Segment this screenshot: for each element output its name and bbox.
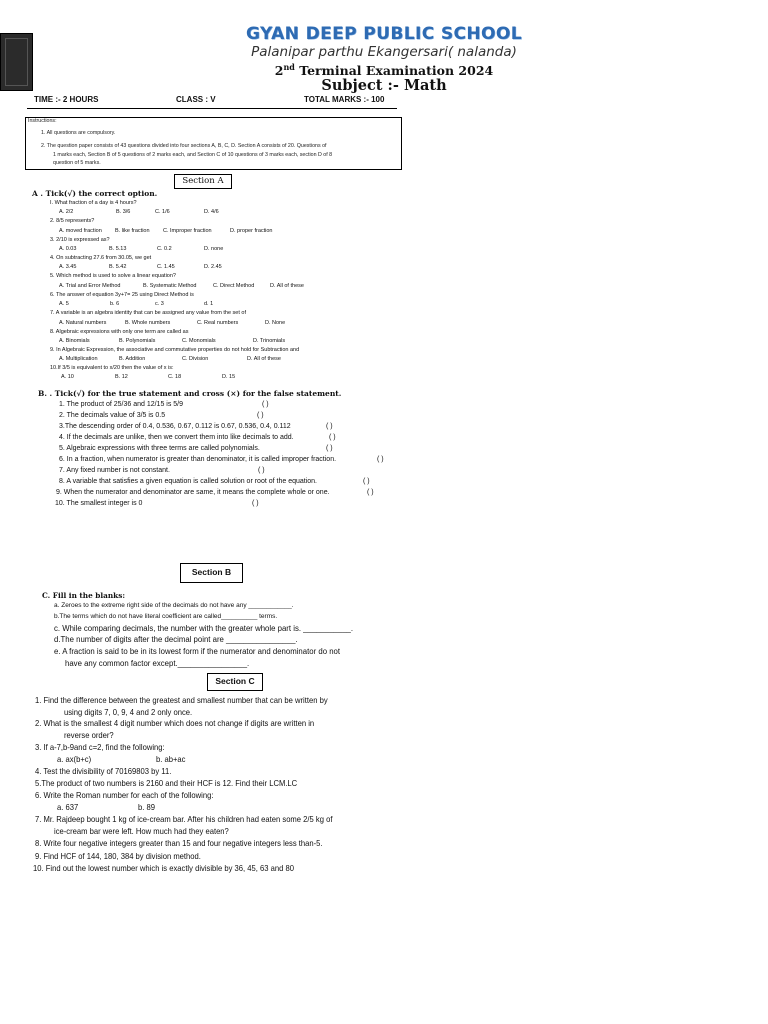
- header-divider: [27, 108, 397, 109]
- fill-blank-item: e. A fraction is said to be in its lowest form if the numerator and denominator do not: [54, 647, 341, 656]
- mcq-option: A. Trial and Error Method: [59, 283, 121, 289]
- mcq-option: D. All of these: [247, 356, 281, 362]
- tf-answer-box: ( ): [326, 445, 333, 452]
- section-c-question: reverse order?: [64, 730, 114, 740]
- instruction-item: 1 marks each, Section B of 5 questions of 2 marks each, and Section C of 10 questions of 3 marks each, section D of 8: [53, 152, 333, 158]
- mcq-option: A. Binomials: [59, 338, 90, 344]
- section-c-question: using digits 7, 0, 9, 4 and 2 only once.: [64, 707, 193, 717]
- mcq-option: A. moved fraction: [59, 228, 102, 234]
- tf-answer-box: ( ): [252, 500, 259, 507]
- section-c-question: 10. Find out the lowest number which is exactly divisible by 36, 45, 63 and 80: [33, 863, 294, 873]
- section-a-label: Section A: [174, 174, 232, 189]
- section-c-question: 1. Find the difference between the greatest and smallest number that can be written by: [35, 695, 328, 705]
- section-c-subpart: a. ax(b+c): [57, 754, 92, 764]
- mcq-option: C. 1/6: [155, 209, 170, 215]
- fill-blank-item: a. Zeroes to the extreme right side of the decimals do not have any ____________.: [54, 602, 294, 609]
- mcq-option: D. None: [265, 320, 286, 326]
- fill-blank-item: d.The number of digits after the decimal point are ________________.: [54, 635, 298, 644]
- section-c-subpart: b. 89: [138, 802, 155, 812]
- mcq-option: D. All of these: [270, 283, 304, 289]
- total-marks: TOTAL MARKS :- 100: [304, 95, 385, 104]
- mcq-question: 6. The answer of equation 3y+7= 25 using Direct Method is: [50, 292, 194, 298]
- section-c-label: Section C: [207, 673, 263, 691]
- mcq-option: C. Real numbers: [197, 320, 239, 326]
- mcq-option: A. 5: [59, 301, 69, 307]
- mcq-option: B. Polynomials: [119, 338, 156, 344]
- fill-blank-item: c. While comparing decimals, the number with the greater whole part is. ___________.: [54, 624, 354, 633]
- tf-statement: 10. The smallest integer is 0: [55, 500, 143, 507]
- tf-statement: 5. Algebraic expressions with three terms are called polynomials.: [59, 445, 260, 452]
- mcq-option: C. Direct Method: [213, 283, 255, 289]
- tf-statement: 4. If the decimals are unlike, then we convert them into like decimals to add.: [59, 434, 294, 441]
- mcq-option: C. Improper fraction: [163, 228, 212, 234]
- part-a-heading: A . Tick(√) the correct option.: [32, 189, 158, 198]
- tf-answer-box: ( ): [326, 423, 333, 430]
- section-c-question: 4. Test the divisibility of 70169803 by 11.: [35, 766, 172, 776]
- section-c-question: ice-cream bar were left. How much had they eaten?: [54, 826, 229, 836]
- mcq-option: D. proper fraction: [230, 228, 273, 234]
- tf-answer-box: ( ): [377, 456, 384, 463]
- instruction-item: 2. The question paper consists of 43 questions divided into four sections A, B, C, D. Section A consists of 20. Questions of: [41, 143, 327, 149]
- tf-statement: 2. The decimals value of 3/5 is 0.5: [59, 412, 166, 419]
- mcq-option: A. 0.03: [59, 246, 77, 252]
- section-c-subpart: b. ab+ac: [156, 754, 186, 764]
- tf-answer-box: ( ): [367, 489, 374, 496]
- mcq-option: A. Natural numbers: [59, 320, 107, 326]
- school-name: GYAN DEEP PUBLIC SCHOOL: [246, 24, 522, 44]
- section-b-label: Section B: [180, 563, 243, 583]
- tf-answer-box: ( ): [257, 412, 264, 419]
- tf-statement: 7. Any fixed number is not constant.: [59, 467, 170, 474]
- tf-statement: 8. A variable that satisfies a given equation is called solution or root of the equation.: [59, 478, 317, 485]
- tf-answer-box: ( ): [258, 467, 265, 474]
- mcq-option: B. 3/6: [116, 209, 131, 215]
- mcq-question: 7. A variable is an algebra identity that can be assigned any value from the set of: [50, 310, 246, 316]
- mcq-option: A. 3.45: [59, 264, 77, 270]
- mcq-option: D. Trinomials: [253, 338, 286, 344]
- mcq-option: A. 2/2: [59, 209, 74, 215]
- section-c-question: 9. Find HCF of 144, 180, 384 by division method.: [35, 851, 201, 861]
- mcq-question: 2. 8/5 represents?: [50, 218, 95, 224]
- fill-blank-item: have any common factor except.________________.: [65, 659, 250, 668]
- fill-blanks-heading: C. Fill in the blanks:: [42, 591, 126, 600]
- mcq-option: B. Systematic Method: [143, 283, 197, 289]
- section-c-question: 3. If a-7,b-9and c=2, find the following:: [35, 742, 165, 752]
- subject-title: Subject :- Math: [321, 77, 447, 94]
- mcq-option: D. 15: [222, 374, 236, 380]
- mcq-option: D. none: [204, 246, 224, 252]
- mcq-question: I. What fraction of a day is 4 hours?: [50, 200, 137, 206]
- section-c-question: 2. What is the smallest 4 digit number which does not change if digits are written in: [35, 718, 315, 728]
- tf-answer-box: ( ): [262, 401, 269, 408]
- mcq-option: C. 18: [168, 374, 182, 380]
- part-b-heading: B. . Tick(√) for the true statement and cross (×) for the false statement.: [38, 389, 342, 398]
- section-c-question: 8. Write four negative integers greater than 15 and four negative integers less than-5.: [35, 838, 323, 848]
- mcq-option: C. 0.2: [157, 246, 172, 252]
- mcq-option: A. Multiplication: [59, 356, 98, 362]
- exam-class: CLASS : V: [176, 95, 216, 104]
- mcq-option: C. 1.45: [157, 264, 175, 270]
- mcq-question: 4. On subtracting 27.6 from 30.05, we get: [50, 255, 152, 261]
- mcq-option: D. 4/6: [204, 209, 219, 215]
- mcq-question: 5. Which method is used to solve a linear equation?: [50, 273, 176, 279]
- instructions-title: Instructions:: [28, 118, 57, 124]
- section-c-question: 5.The product of two numbers is 2160 and their HCF is 12. Find their LCM.LC: [35, 778, 298, 788]
- section-c-question: 7. Mr. Rajdeep bought 1 kg of ice-cream bar. After his children had eaten some 2/5 kg of: [35, 814, 333, 824]
- mcq-question: 8. Algebraic expressions with only one term are called as: [50, 329, 189, 335]
- mcq-option: d. 1: [204, 301, 214, 307]
- instruction-item: 1. All questions are compulsory.: [41, 130, 116, 136]
- mcq-option: D. 2.45: [204, 264, 222, 270]
- tf-answer-box: ( ): [329, 434, 336, 441]
- exam-title: 2nd Terminal Examination 2024: [274, 62, 494, 79]
- mcq-option: C. Division: [182, 356, 209, 362]
- mcq-option: B. Whole numbers: [125, 320, 171, 326]
- mcq-question: 9. In Algebraic Expression, the associative and commutative properties do not hold for Subtraction and: [50, 347, 300, 353]
- tf-statement: 6. In a fraction, when numerator is greater than denominator, it is called improper fraction.: [59, 456, 337, 463]
- school-address: Palanipar parthu Ekangersari( nalanda): [251, 44, 517, 60]
- mcq-question: 10.If 3/5 is equivalent to x/20 then the value of x is:: [50, 365, 174, 371]
- mcq-option: B. 12: [115, 374, 128, 380]
- mcq-option: B. Addition: [119, 356, 146, 362]
- tf-statement: 3.The descending order of 0.4, 0.536, 0.67, 0.112 is 0.67, 0.536, 0.4, 0.112: [59, 423, 291, 430]
- mcq-option: A. 10: [61, 374, 74, 380]
- mcq-question: 3. 2/10 is expressed as?: [50, 237, 110, 243]
- exam-time: TIME :- 2 HOURS: [34, 95, 99, 104]
- instruction-item: question of 5 marks.: [53, 160, 101, 166]
- mcq-option: c. 3: [155, 301, 164, 307]
- mcq-option: B. 5.42: [109, 264, 127, 270]
- tf-statement: 9. When the numerator and denominator are same, it means the complete whole or one.: [56, 489, 330, 496]
- mcq-option: B. like fraction: [115, 228, 150, 234]
- tf-statement: 1. The product of 25/36 and 12/15 is 5/9: [59, 401, 184, 408]
- section-c-subpart: a. 637: [57, 802, 79, 812]
- tf-answer-box: ( ): [363, 478, 370, 485]
- mcq-option: C. Monomials: [182, 338, 216, 344]
- section-c-question: 6. Write the Roman number for each of the following:: [35, 790, 214, 800]
- mcq-option: B. 5.13: [109, 246, 127, 252]
- fill-blank-item: b.The terms which do not have literal coefficient are called__________ terms.: [54, 613, 278, 620]
- mcq-option: b. 6: [110, 301, 120, 307]
